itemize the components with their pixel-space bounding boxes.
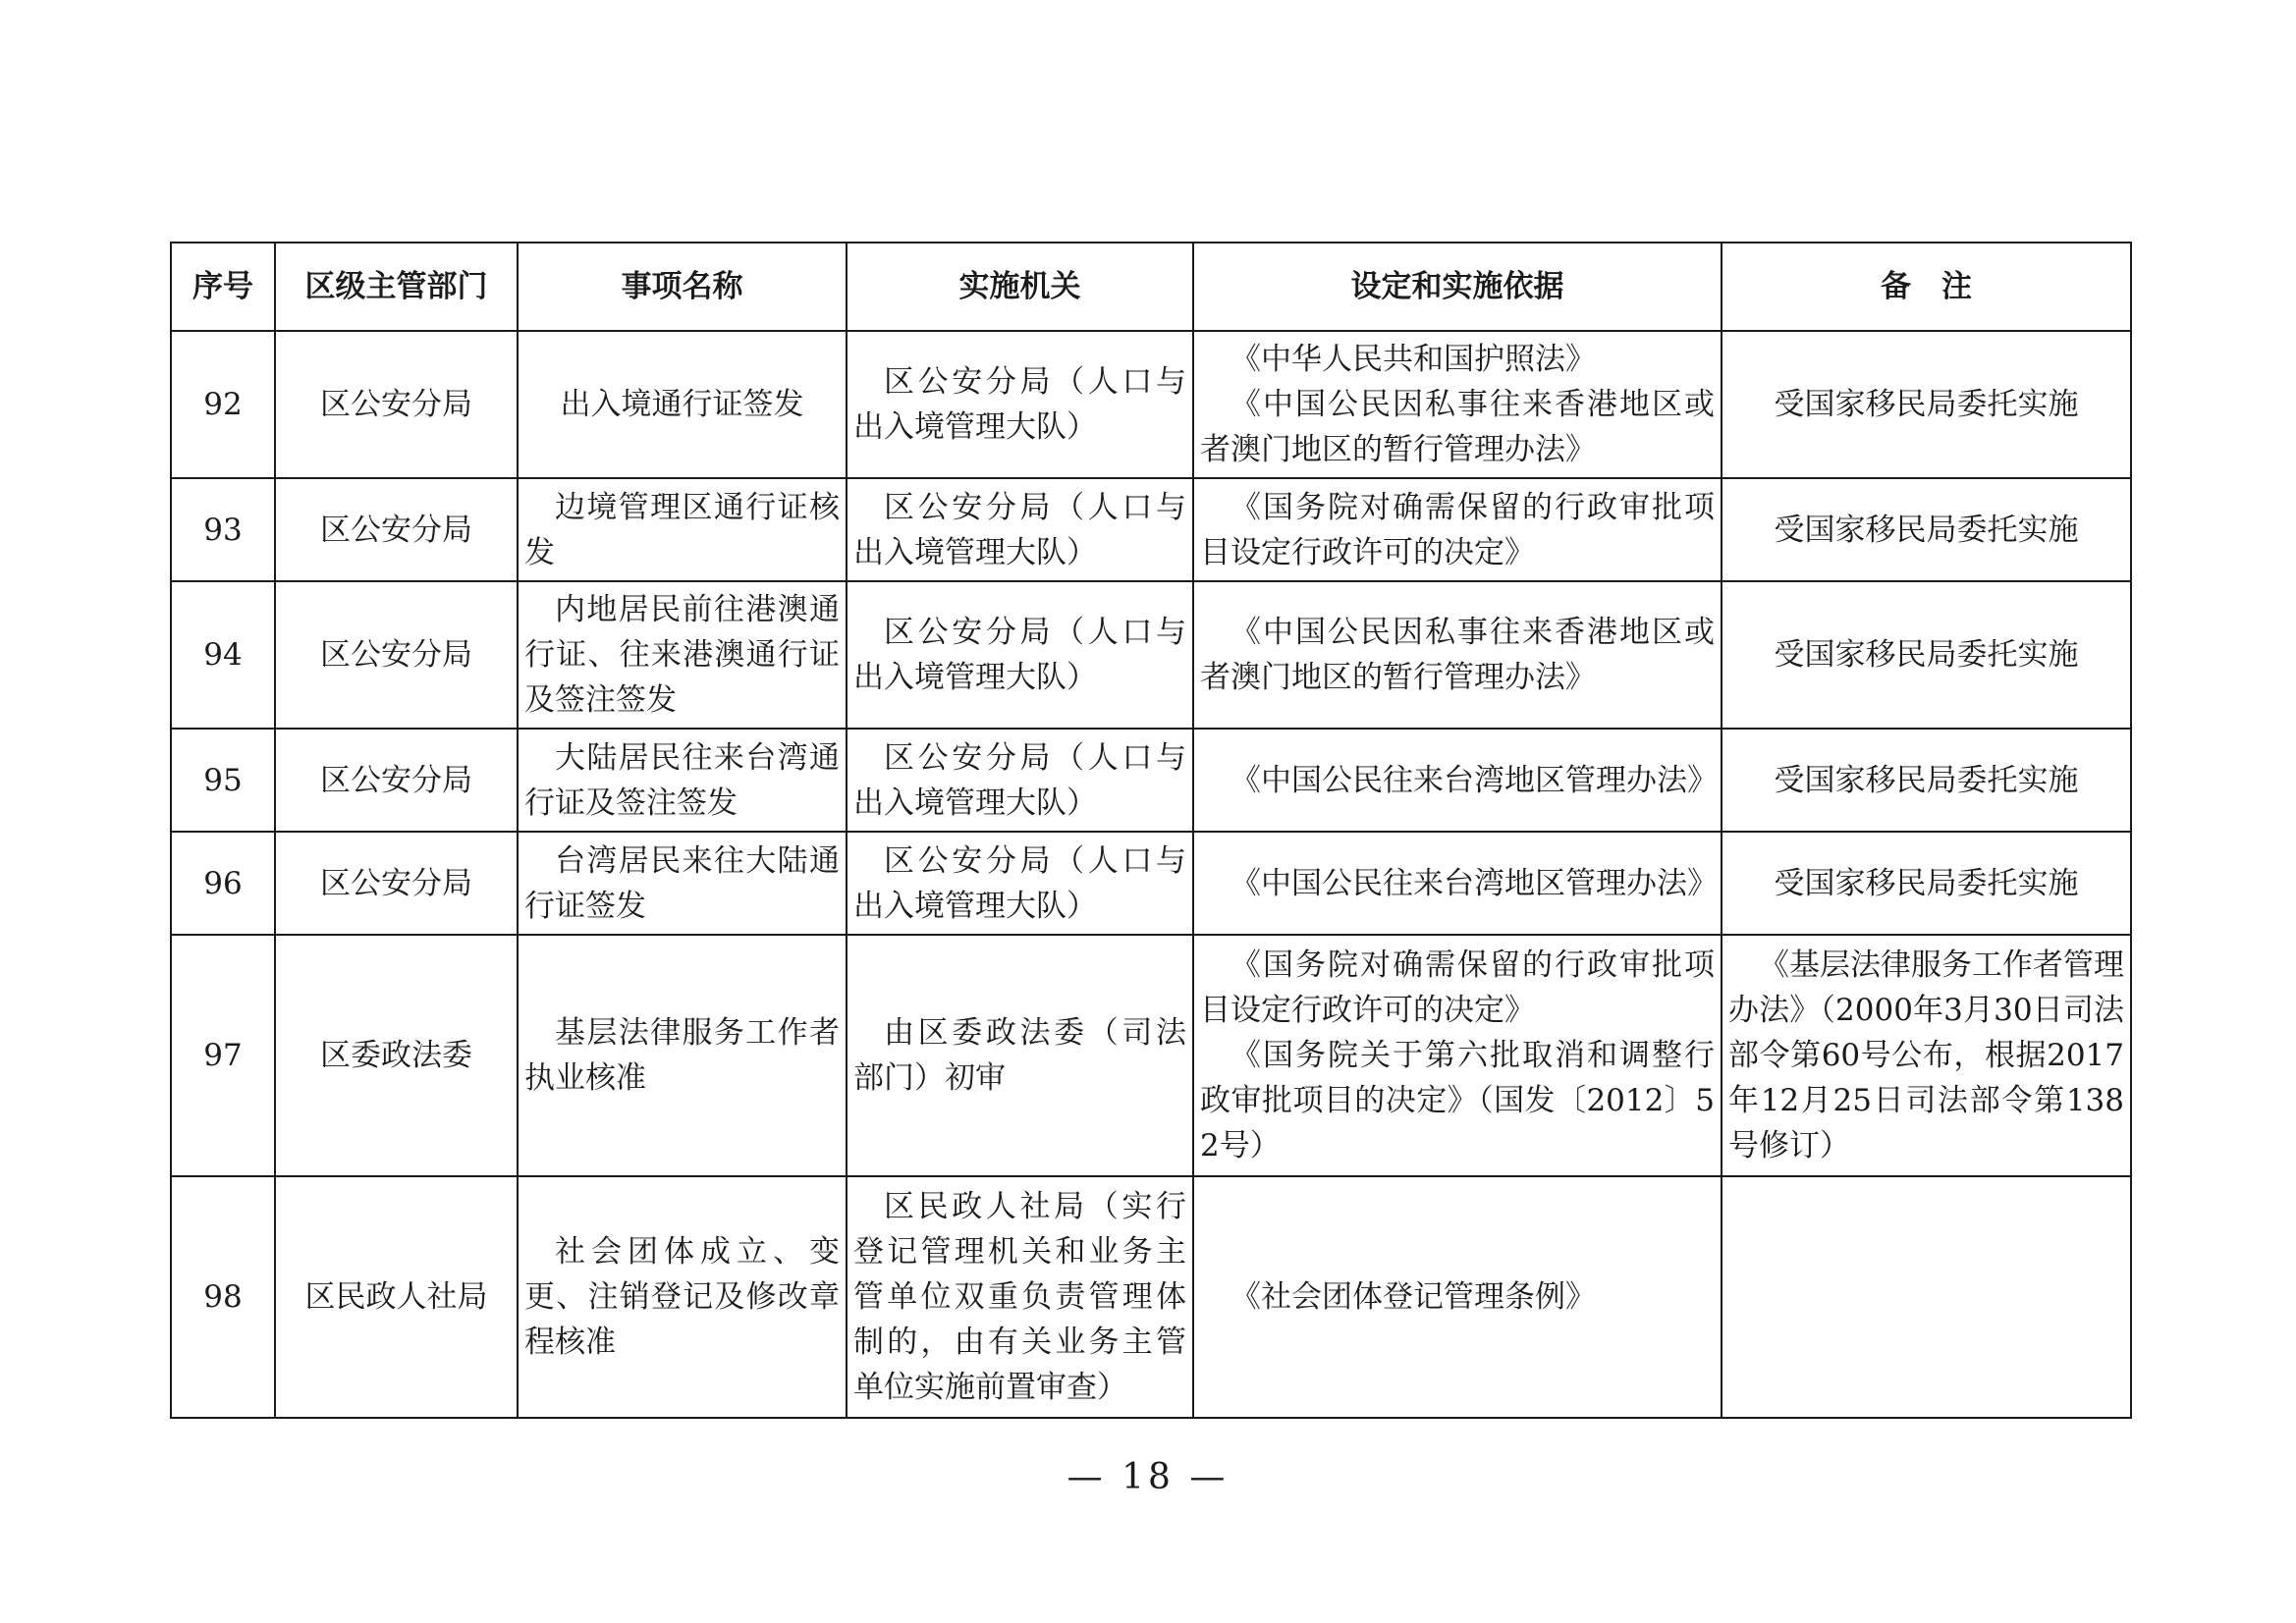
row-org: 区公安分局（人口与出入境管理大队） [847,331,1193,478]
row-org: 区公安分局（人口与出入境管理大队） [847,581,1193,729]
administrative-items-table [170,242,2132,1419]
header-note: 备 注 [1722,243,2131,331]
table-header-row [171,243,2131,331]
row-item-name: 社会团体成立、变更、注销登记及修改章程核准 [518,1176,847,1418]
row-item-name: 边境管理区通行证核发 [518,478,847,581]
row-note: 受国家移民局委托实施 [1722,581,2131,729]
table-row [171,478,2131,581]
row-basis: 《国务院对确需保留的行政审批项目设定行政许可的决定》 《国务院关于第六批取消和调整行政审批项目的决定》（国发〔2012〕52号） [1193,935,1722,1176]
row-item-name: 台湾居民来往大陆通行证签发 [518,832,847,935]
row-org: 由区委政法委（司法部门）初审 [847,935,1193,1176]
row-dept: 区公安分局 [275,832,518,935]
table-row [171,1176,2131,1418]
row-dept: 区民政人社局 [275,1176,518,1418]
header-name: 事项名称 [518,243,847,331]
page-number: — 18 — [1066,1457,1230,1497]
row-basis: 《国务院对确需保留的行政审批项目设定行政许可的决定》 [1193,478,1722,581]
row-note: 受国家移民局委托实施 [1722,331,2131,478]
table-row [171,581,2131,729]
row-dept: 区公安分局 [275,478,518,581]
table-row [171,832,2131,935]
header-basis: 设定和实施依据 [1193,243,1722,331]
row-num: 93 [171,478,275,581]
row-item-name: 出入境通行证签发 [518,331,847,478]
row-note: 受国家移民局委托实施 [1722,832,2131,935]
row-org: 区公安分局（人口与出入境管理大队） [847,729,1193,832]
header-dept: 区级主管部门 [275,243,518,331]
row-num: 96 [171,832,275,935]
row-item-name: 内地居民前往港澳通行证、往来港澳通行证及签注签发 [518,581,847,729]
row-basis: 《中国公民往来台湾地区管理办法》 [1193,729,1722,832]
header-org: 实施机关 [847,243,1193,331]
row-dept: 区委政法委 [275,935,518,1176]
row-basis: 《中国公民往来台湾地区管理办法》 [1193,832,1722,935]
row-note: 受国家移民局委托实施 [1722,478,2131,581]
table-row [171,729,2131,832]
row-note [1722,1176,2131,1418]
row-note: 《基层法律服务工作者管理办法》（2000年3月30日司法部令第60号公布，根据2017年12月25日司法部令第138号修订） [1722,935,2131,1176]
row-org: 区公安分局（人口与出入境管理大队） [847,478,1193,581]
row-num: 92 [171,331,275,478]
row-dept: 区公安分局 [275,581,518,729]
row-num: 98 [171,1176,275,1418]
row-dept: 区公安分局 [275,729,518,832]
table-row [171,935,2131,1176]
row-dept: 区公安分局 [275,331,518,478]
row-basis: 《社会团体登记管理条例》 [1193,1176,1722,1418]
table-row [171,331,2131,478]
row-item-name: 大陆居民往来台湾通行证及签注签发 [518,729,847,832]
row-org: 区民政人社局（实行登记管理机关和业务主管单位双重负责管理体制的，由有关业务主管单位实施前置审查） [847,1176,1193,1418]
row-num: 95 [171,729,275,832]
row-basis: 《中华人民共和国护照法》 《中国公民因私事往来香港地区或者澳门地区的暂行管理办法》 [1193,331,1722,478]
row-item-name: 基层法律服务工作者执业核准 [518,935,847,1176]
header-num: 序号 [171,243,275,331]
row-num: 97 [171,935,275,1176]
row-note: 受国家移民局委托实施 [1722,729,2131,832]
row-org: 区公安分局（人口与出入境管理大队） [847,832,1193,935]
row-num: 94 [171,581,275,729]
row-basis: 《中国公民因私事往来香港地区或者澳门地区的暂行管理办法》 [1193,581,1722,729]
